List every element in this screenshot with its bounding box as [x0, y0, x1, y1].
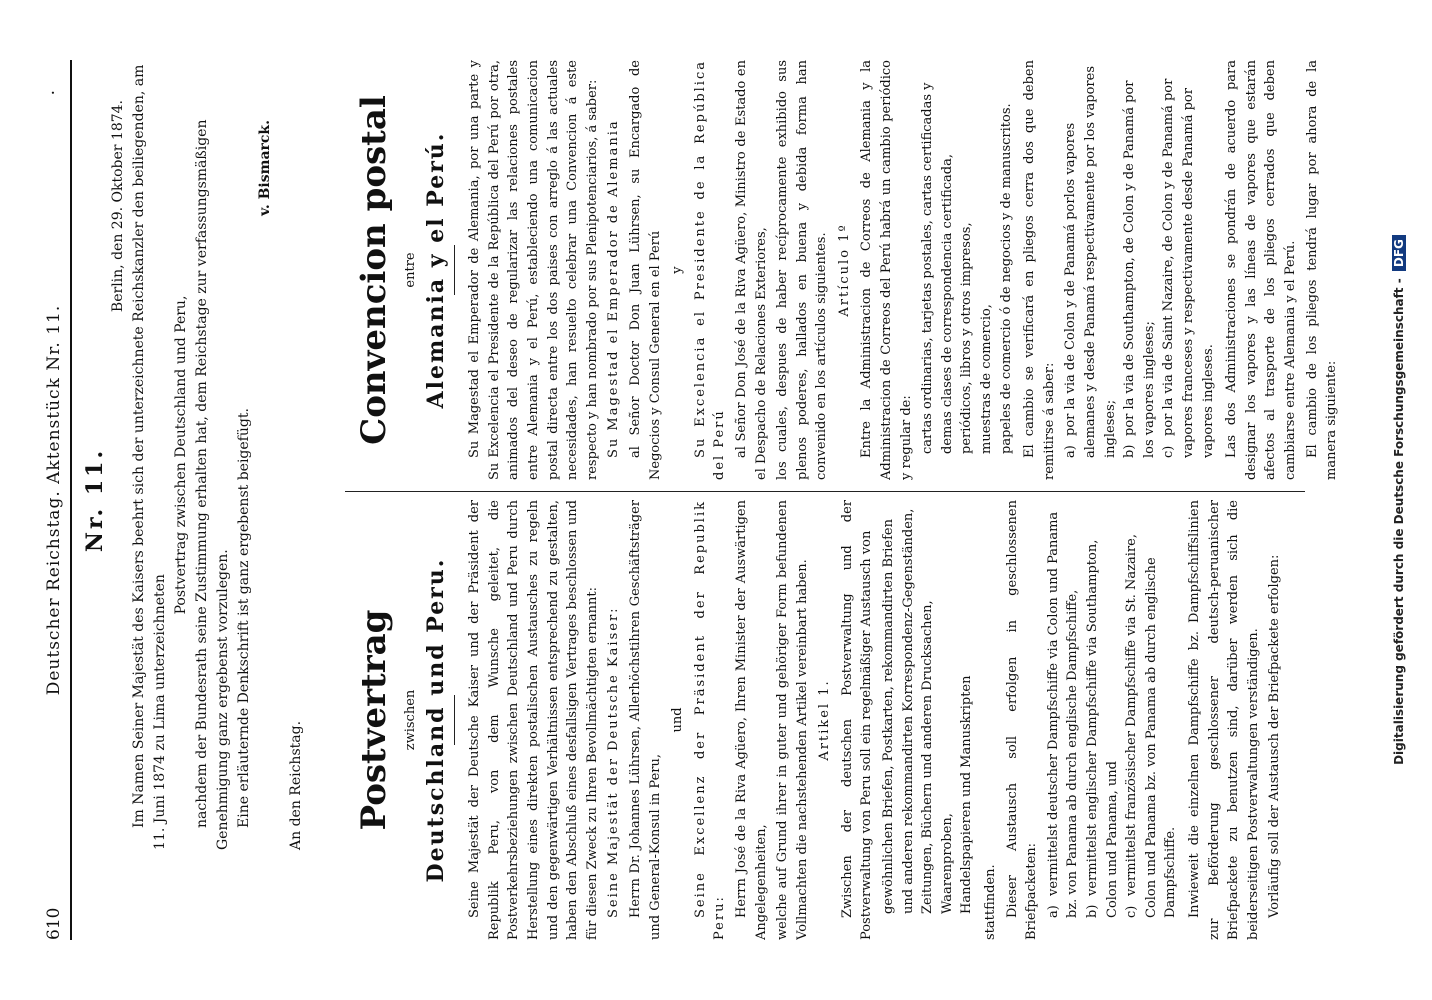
document-number: Nr. 11. — [82, 447, 108, 553]
german-route-list — [1044, 500, 1181, 940]
spanish-provisional: El cambio de los pliegos tendrá lugar por ahora de la manera siguiente: — [1304, 60, 1340, 480]
spanish-plenipotentiary-1: al Señor Doctor Don Juan Lührsen, su Encargado de Negocios y Consul General en el Perú — [627, 60, 663, 480]
list-item: b)por la via de Southampton, de Colon y de Panamá por los vapores ingleses; — [1122, 80, 1157, 458]
spanish-plenipotentiary-2-head: Su Excelencia el Presidente de la República del Perú — [692, 60, 728, 480]
german-und: und — [670, 707, 686, 733]
german-plenipotentiary-2: Herrn José de la Riva Agüero, Ihren Minister der Auswärtigen Angelegenheiten, — [733, 500, 769, 940]
letter-signature: v. Bismarck. — [257, 120, 273, 216]
german-closing: welche auf Grund ihrer in guter und gehöriger Form befundenen Vollmachten die nachstehenden Artikel vereinbart haben. — [775, 500, 810, 940]
letter-treaty-name: Postvertrag zwischen Deutschland und Peru, — [173, 295, 189, 615]
spanish-y: y — [670, 266, 686, 274]
letter-paragraph: nachdem der Bundesrath seine Zustimmung erhalten hat, dem Reichstage zur verfassungsmäßigen Genehmigung ganz ergebenst vorzulegen. — [194, 119, 231, 850]
list-item: Handelspapieren und Manuskripten — [959, 675, 975, 914]
corner-mark: · — [44, 90, 64, 96]
page-number: 610 — [44, 907, 64, 940]
list-item: periódicos, libros y otros impresos, — [959, 222, 975, 454]
list-item: muestras de comercio, — [979, 304, 995, 454]
running-title: Deutscher Reichstag. Aktenstück Nr. 11. — [44, 304, 64, 696]
spanish-item-list — [918, 60, 1016, 480]
list-item: Zeitungen, Büchern und anderen Drucksachen, — [920, 600, 936, 914]
letter-date: Berlin, den 29. Oktober 1874. — [110, 100, 126, 313]
spanish-article-1-text: Entre la Administracion de Correos de Alemania y la Administracion de Correos del Perú habrá un cambio periódico y regular de: — [859, 60, 914, 480]
letter-addressee: An den Reichstag. — [288, 720, 304, 850]
list-item: b)vermittelst englischer Dampfschiffe via Southampton, Colon und Panama, und — [1085, 539, 1120, 918]
list-item: papeles de comercio ó de negocios y de manuscritos. — [998, 103, 1014, 454]
spanish-between: entre — [403, 252, 418, 288]
german-plenipotentiary-2-head: Seine Excellenz der Präsident der Republik Peru: — [692, 500, 728, 940]
german-article-1-title: Artikel 1. — [817, 679, 833, 761]
spanish-preamble: Su Magestad el Emperador de Alemania, por una parte y Su Excelencia el Presidente de la República del Perú por otra, animados del deseo de regularizar las relaciones postales entre Alemania y el Perú, estableciendo una comunicacion postal directa entre los dos paises con arreglo á las actuales necesidades, han resuelto celebrar una Convencion á este respecto y han nombrado por sus Plenipotenciarios, á saber: — [467, 60, 600, 480]
dfg-logo: DFG — [1392, 235, 1406, 271]
spanish-route-list — [1061, 60, 1218, 480]
page-header — [20, 60, 72, 940]
spanish-plenipotentiary-2: al Señor Don José de la Riva Agüero, Ministro de Estado en el Despacho de Relaciones Exteriores, — [733, 60, 769, 480]
spanish-plenipotentiary-1-head: Su Magestad el Emperador de Alemania — [606, 119, 622, 458]
list-item: gewöhnlichen Briefen, Postkarten, rekommandirten Briefen und anderen rekommandirten Korrespondenz-Gegenständen, — [881, 508, 916, 914]
german-stattfinden: stattfinden. — [983, 864, 999, 940]
credit-text: Digitalisierung gefördert durch die Deutsche Forschungsgemeinschaft - — [1392, 278, 1406, 765]
spanish-column — [345, 60, 1365, 480]
list-item: a)por la via de Colon y de Panamá porlos vapores alemanes y desde Panamá respectivamente por los vapores ingleses; — [1063, 65, 1118, 458]
german-article-1-text: Zwischen der deutschen Postverwaltung und der Postverwaltung von Peru soll ein regelmäßiger Austausch von — [839, 500, 875, 940]
title-rule — [454, 695, 455, 745]
spanish-article-1-title: Artículo 1º — [836, 223, 852, 317]
german-plenipotentiary-1-head: Seine Majestät der Deutsche Kaiser: — [606, 606, 622, 918]
list-item: Waarenproben, — [939, 813, 955, 914]
letter-paragraph: Eine erläuternde Denkschrift ist ganz ergebenst beigefügt. — [236, 408, 252, 828]
list-item: c)vermittelst französischer Dampfschiffe via St. Nazaire, Colon und Panama bz. von Panama ab durch englische Dampfschiffe. — [1124, 534, 1179, 918]
cover-letter — [108, 60, 307, 850]
title-rule — [454, 245, 455, 295]
german-column — [345, 500, 1365, 940]
german-exchange-intro: Dieser Austausch soll erfolgen in geschlossenen Briefpacketen: — [1004, 500, 1040, 940]
spanish-parties: Alemania y el Perú. — [422, 131, 449, 409]
letter-paragraph: Im Namen Seiner Majestät des Kaisers beehrt sich der unterzeichnete Reichskanzler den beiliegenden, am 11. Juni 1874 zu Lima unterzeichneten — [131, 64, 168, 850]
german-title: Postvertrag — [354, 609, 394, 831]
list-item: a)vermittelst deutscher Dampfschiffe via Colon und Panama bz. von Panama ab durch englische Dampfschiffe, — [1045, 511, 1081, 918]
german-provisional: Vorläufig soll der Austausch der Briefpackete erfolgen: — [1267, 554, 1283, 918]
german-between: zwischen — [403, 689, 418, 751]
spanish-exchange-intro: El cambio se verificará en pliegos cerra dos que deben remitirse á saber: — [1022, 60, 1057, 480]
german-plenipotentiary-1: Herrn Dr. Johannes Lührsen, Allerhöchstihren Geschäftsträger und General-Konsul in Peru, — [627, 500, 663, 940]
list-item: c)por la via de Saint Nazaire, de Colon y de Panamá por vapores franceses y respectivamente desde Panamá por vapores ingleses. — [1161, 78, 1216, 458]
spanish-lines-paragraph: Las dos Administraciones se pondrán de acuerdo para designar los vapores y las líneas de vapores que estarán afectos al trasporte de los pliegos cerrados que deben cambiarse entre Alemania y el Perú. — [1224, 60, 1298, 480]
german-item-list — [879, 500, 977, 940]
german-parties: Deutschland und Peru. — [422, 557, 449, 883]
column-divider — [345, 491, 1305, 492]
german-lines-paragraph: Inwieweit die einzelnen Dampfschiffe bz. Dampfschiffslinien zur Beförderung geschlossener deutsch-peruanischer Briefpackete zu benutzen sind, darüber werden sich die beiderseitigen Postverwaltungen verständigen. — [1186, 500, 1261, 940]
digitization-credit — [1392, 0, 1406, 1000]
list-item: cartas ordinarias, tarjetas postales, cartas certificadas y demas clases de correspondencia certificada, — [920, 82, 955, 454]
spanish-closing: los cuales, despues de haber recíprocamente exhibido sus plenos poderes, hallados en buena y debida forma han convenido en los artículos siguientes. — [775, 60, 830, 480]
spanish-title: Convencion postal — [354, 95, 394, 445]
german-preamble: Seine Majestät der Deutsche Kaiser und der Präsident der Republik Peru, von dem Wunsche geleitet, die Postverkehrsbeziehungen zwischen Deutschland und Peru durch Herstellung eines direkten postalischen Austausches zu regeln und den gegenwärtigen Verhältnissen entsprechend zu gestalten, haben den Abschluß eines desfallsigen Vertrages beschlossen und für diesen Zweck zu Ihren Bevollmächtigten ernannt: — [467, 500, 600, 940]
